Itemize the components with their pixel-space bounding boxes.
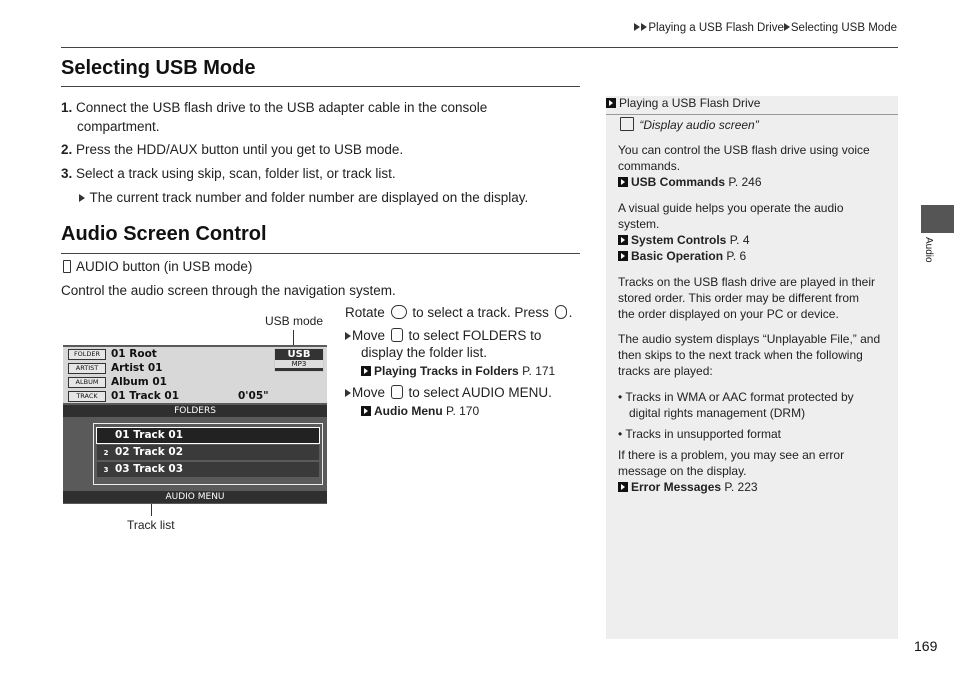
sidebar-para: Tracks on the USB flash drive are played in their stored order. This order may be different from the order displayed on your PC or device. (618, 275, 876, 321)
rotate-icon (391, 305, 407, 319)
divider (61, 253, 580, 254)
track-list (93, 423, 323, 485)
audio-screen-image (63, 345, 327, 504)
bullet-item: • Tracks in unsupported format (618, 427, 781, 441)
step-2: 2. Press the HDD/AUX button until you get to USB mode. (61, 142, 404, 157)
bullet-item-cont: digital rights management (DRM) (629, 406, 806, 420)
xref-icon (618, 251, 628, 261)
xref-icon (618, 235, 628, 245)
xref-icon (606, 98, 616, 108)
xref-link[interactable]: Audio Menu P. 170 (361, 404, 479, 418)
section-title: Audio Screen Control (61, 223, 267, 245)
section-title: Selecting USB Mode (61, 57, 256, 79)
arrow-icon (784, 23, 790, 31)
sidebar-para: The audio system displays “Unplayable File,” and then skips to the next track when the following tracks are played: (618, 332, 881, 378)
list-item[interactable]: 3 03 Track 03 (97, 462, 319, 477)
button-line: AUDIO button (in USB mode) (61, 259, 252, 274)
move-up-icon (391, 328, 403, 342)
breadcrumb-item[interactable]: Playing a USB Flash Drive (648, 22, 784, 34)
breadcrumb-item: Selecting USB Mode (790, 22, 897, 34)
arrow-icon (79, 194, 85, 202)
callout-label: USB mode (265, 314, 324, 328)
arrow-icon (634, 23, 640, 31)
voice-icon (620, 117, 634, 131)
sidebar-para: A visual guide helps you operate the audio system. System Controls P. 4 Basic Operation P. 6 (618, 201, 844, 263)
step-1-cont: compartment. (77, 119, 160, 134)
chapter-tab-label: Audio (923, 237, 934, 263)
xref-link[interactable]: Playing Tracks in Folders P. 171 (361, 364, 555, 378)
sidebar-para: You can control the USB flash drive using voice commands. USB Commands P. 246 (618, 143, 870, 189)
xref-icon (361, 366, 371, 376)
audio-button-icon (63, 260, 71, 273)
instruction-2: Move to select FOLDERS to (345, 328, 541, 343)
page-number: 169 (914, 638, 938, 654)
info-row: FOLDER 01 Root (63, 347, 327, 361)
instruction-2-cont: display the folder list. (361, 345, 488, 360)
arrow-icon (345, 332, 351, 340)
xref-link[interactable]: System Controls P. 4 (618, 232, 844, 248)
xref-icon (618, 482, 628, 492)
xref-link[interactable]: Basic Operation P. 6 (618, 248, 844, 264)
info-row: TRACK 01 Track 01 0'05" (63, 389, 327, 403)
step-3: 3. Select a track using skip, scan, folder list, or track list. (61, 166, 396, 181)
arrow-icon (345, 389, 351, 397)
list-item[interactable]: 01 Track 01 (97, 428, 319, 443)
divider (61, 86, 580, 87)
folders-bar[interactable]: FOLDERS (63, 405, 327, 417)
xref-icon (618, 177, 628, 187)
xref-link[interactable]: Error Messages P. 223 (618, 479, 844, 495)
xref-icon (361, 406, 371, 416)
sidebar-title: Playing a USB Flash Drive (606, 95, 760, 111)
move-down-icon (391, 385, 403, 399)
breadcrumb (634, 22, 897, 34)
arrow-icon (641, 23, 647, 31)
divider (61, 47, 898, 48)
audio-menu-bar[interactable]: AUDIO MENU (63, 491, 327, 503)
press-icon (555, 305, 567, 319)
info-row: ARTIST Artist 01 (63, 361, 327, 375)
info-row: ALBUM Album 01 (63, 375, 327, 389)
instruction-3: Move to select AUDIO MENU. (345, 385, 552, 400)
callout-label: Track list (127, 518, 175, 532)
step-1: 1. Connect the USB flash drive to the USB adapter cable in the console (61, 100, 488, 115)
instruction-1: Rotate to select a track. Press . (345, 305, 573, 320)
step-note: The current track number and folder number are displayed on the display. (79, 188, 528, 207)
intro-text: Control the audio screen through the navigation system. (61, 283, 396, 298)
usb-indicator: USB MP3 (274, 348, 324, 372)
chapter-tab[interactable] (921, 205, 954, 233)
list-item[interactable]: 2 02 Track 02 (97, 445, 319, 460)
sidebar-para: If there is a problem, you may see an error message on the display. Error Messages P. 223 (618, 448, 845, 494)
voice-command: “Display audio screen” (618, 117, 759, 133)
xref-link[interactable]: USB Commands P. 246 (618, 174, 870, 190)
bullet-item: • Tracks in WMA or AAC format protected by (618, 390, 854, 404)
